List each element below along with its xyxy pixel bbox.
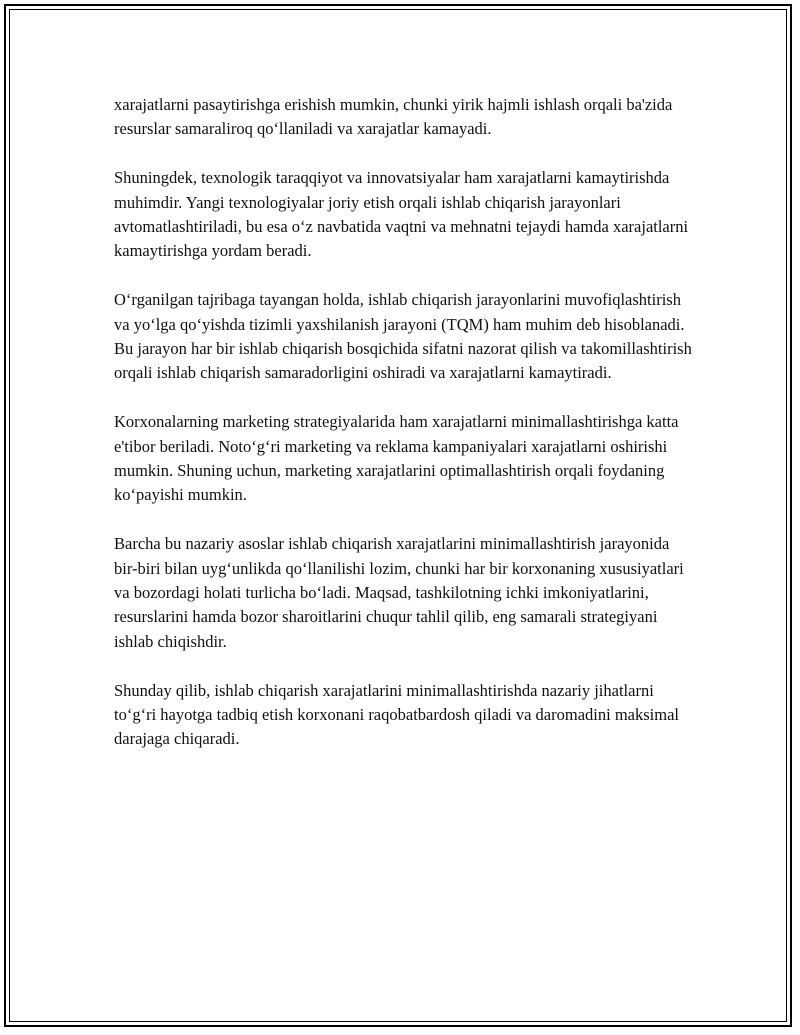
paragraph-5: Barcha bu nazariy asoslar ishlab chiqarish xarajatlarini minimallashtirish jarayonida bir-biri bilan uyg‘unlikda qo‘llanilishi lozim, chunki har bir korxonaning xususiyatlari va bozordagi holati turlicha bo‘ladi. Maqsad, tashkilotning ichki imkoniyatlarini, resurslarini hamda bozor sharoitlarini chuqur tahlil qilib, eng samarali strategiyani ishlab chiqishdir. [114,534,684,651]
paragraph-4: Korxonalarning marketing strategiyalarida ham xarajatlarni minimallashtirishga katta e'tibor beriladi. Noto‘g‘ri marketing va reklama kampaniyalari xarajatlarni oshirishi mumkin. Shuning uchun, marketing xarajatlarini optimallashtirish orqali foydaning ko‘payishi mumkin. [114,412,679,505]
paragraph-2: Shuningdek, texnologik taraqqiyot va innovatsiyalar ham xarajatlarni kamaytirishda muhimdir. Yangi texnologiyalar joriy etish orqali ishlab chiqarish jarayonlari avtomatlashtiriladi, bu esa o‘z navbatida vaqtni va mehnatni tejaydi hamda xarajatlarni kamaytirishga yordam beradi. [114,168,689,261]
paragraph-6: Shunday qilib, ishlab chiqarish xarajatlarini minimallashtirishda nazariy jihatlarni to‘g‘ri hayotga tadbiq etish korxonani raqobatbardosh qiladi va daromadini maksimal darajaga chiqaradi. [114,680,679,749]
document-body [114,93,694,752]
paragraph-3: O‘rganilgan tajribaga tayangan holda, ishlab chiqarish jarayonlarini muvofiqlashtirish va yo‘lga qo‘yishda tizimli yaxshilanish jarayoni (TQM) ham muhim deb hisoblanadi. Bu jarayon har bir ishlab chiqarish bosqichida sifatni nazorat qilish va takomillashtirish orqali ishlab chiqarish samaradorligini oshiradi va xarajatlarni kamaytiradi. [114,290,692,383]
paragraph-1: xarajatlarni pasaytirishga erishish mumkin, chunki yirik hajmli ishlash orqali ba'zida resurslar samaraliroq qo‘llaniladi va xarajatlar kamayadi. [114,95,673,139]
